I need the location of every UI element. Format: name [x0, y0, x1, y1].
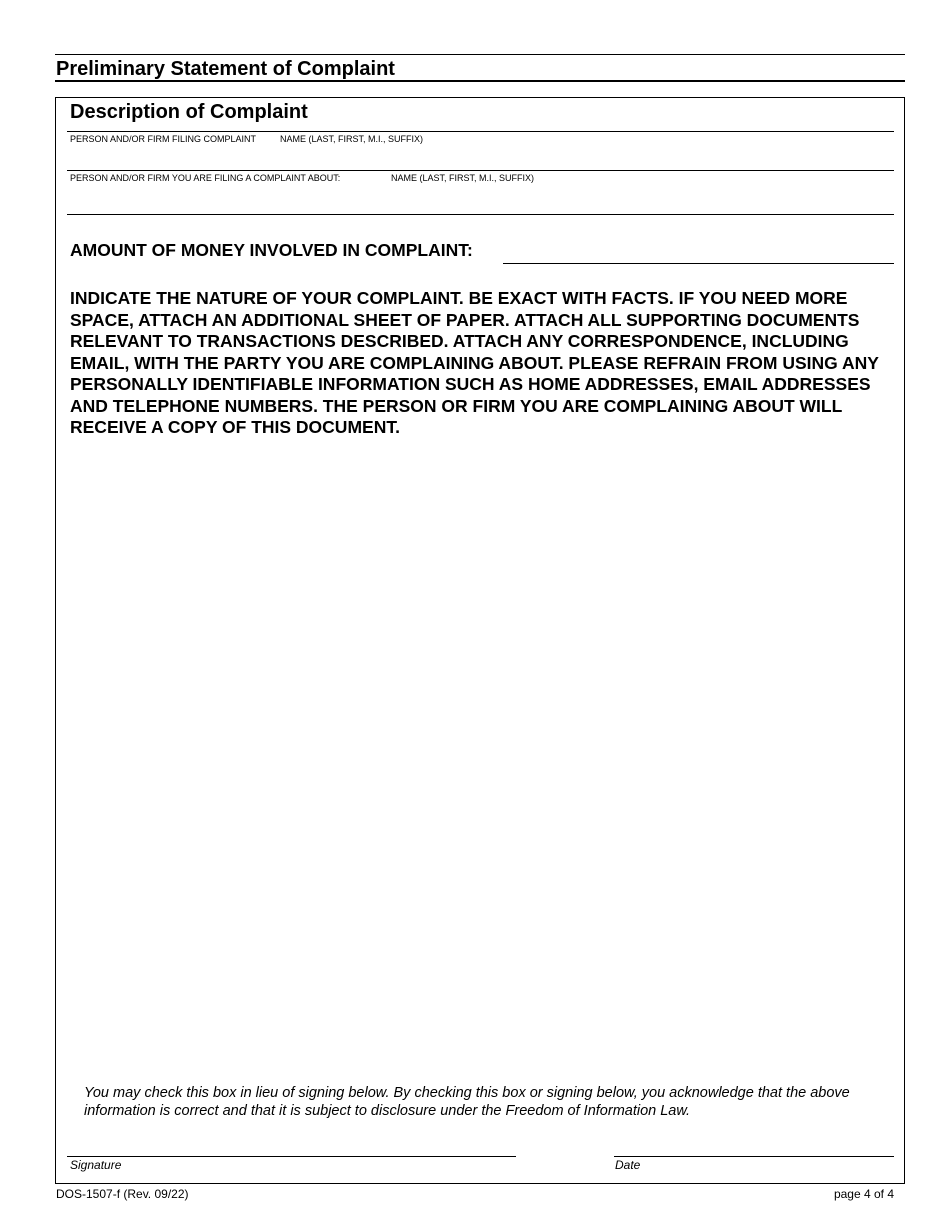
form-id: DOS-1507-f (Rev. 09/22)	[56, 1187, 189, 1201]
filer-label: PERSON AND/OR FIRM FILING COMPLAINT	[70, 134, 257, 144]
filer-bottom-rule	[67, 170, 894, 171]
page-top-rule	[55, 54, 905, 55]
filer-name-input[interactable]	[70, 147, 890, 169]
signature-line[interactable]	[67, 1156, 516, 1157]
filer-top-rule	[67, 131, 894, 132]
page-title: Preliminary Statement of Complaint	[56, 58, 395, 80]
acknowledgement-text: You may check this box in lieu of signing below. By checking this box or signing below, you acknowledge that the above information is correct and that it is subject to disclosure under the Freedom of Information Law.	[84, 1085, 850, 1119]
complaint-text-area[interactable]	[70, 470, 894, 1074]
respondent-name-input[interactable]	[70, 189, 890, 211]
page-title-rule	[55, 80, 905, 82]
respondent-name-label: NAME (LAST, FIRST, M.I., SUFFIX)	[391, 173, 535, 183]
date-line[interactable]	[614, 1156, 894, 1157]
filer-name-label: NAME (LAST, FIRST, M.I., SUFFIX)	[280, 134, 424, 144]
signature-label: Signature	[70, 1158, 122, 1172]
amount-input[interactable]	[504, 240, 892, 262]
complaint-instructions: INDICATE THE NATURE OF YOUR COMPLAINT. BE EXACT WITH FACTS. IF YOU NEED MORE SPACE, ATTACH AN ADDITIONAL SHEET OF PAPER. ATTACH ALL SUPPORTING DOCUMENTS RELEVANT TO TRANSACTIONS DESCRIBED. ATTACH ANY CORRESPONDENCE, INCLUDING EMAIL, WITH THE PARTY YOU ARE COMPLAINING ABOUT. PLEASE REFRAIN FROM USING ANY PERSONALLY IDENTIFIABLE INFORMATION SUCH AS HOME ADDRESSES, EMAIL ADDRESSES AND TELEPHONE NUMBERS. THE PERSON OR FIRM YOU ARE COMPLAINING ABOUT WILL RECEIVE A COPY OF THIS DOCUMENT.	[70, 288, 879, 437]
date-label: Date	[615, 1158, 641, 1172]
respondent-bottom-rule	[67, 214, 894, 215]
respondent-label: PERSON AND/OR FIRM YOU ARE FILING A COMPLAINT ABOUT:	[70, 173, 341, 183]
page-number: page 4 of 4	[833, 1187, 894, 1201]
amount-rule	[503, 263, 894, 264]
section-title: Description of Complaint	[70, 101, 308, 123]
amount-label: AMOUNT OF MONEY INVOLVED IN COMPLAINT:	[70, 240, 473, 260]
